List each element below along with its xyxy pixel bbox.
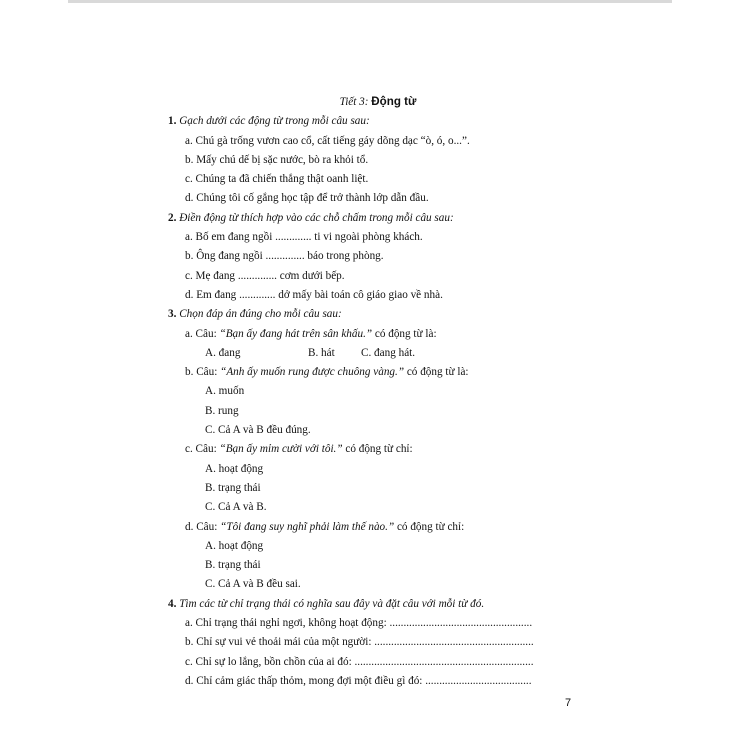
question-prompt: Điền động từ thích hợp vào các chỗ chấm trong mỗi câu sau:	[179, 211, 454, 224]
q3d-lead: d. Câu:	[185, 520, 221, 533]
question-3	[168, 305, 588, 324]
q4-item-d: d. Chỉ cảm giác thấp thỏm, mong đợi một điều gì đó: ......................................	[185, 674, 532, 687]
q3d-option-a: A. hoạt động	[205, 539, 264, 552]
q4-item-c: c. Chỉ sự lo lắng, bồn chồn của ai đó: ................................................................	[185, 655, 534, 668]
q3a-quote: “Bạn ấy đang hát trên sân khấu.”	[219, 327, 373, 340]
q3a-option-a: A. đang	[205, 346, 241, 359]
question-number: 4.	[168, 597, 177, 610]
q3b-quote: “Anh ấy muốn rung được chuông vàng.”	[220, 366, 405, 379]
worksheet	[168, 92, 588, 691]
q3a-option-b: B. hát	[308, 346, 335, 359]
q3a-options	[168, 344, 588, 363]
title-prefix: Tiết 3:	[339, 96, 369, 108]
question-1	[168, 112, 588, 131]
q3c-stem	[168, 440, 588, 459]
question-prompt: Gạch dưới các động từ trong mỗi câu sau:	[179, 115, 370, 128]
q2-item-a: a. Bố em đang ngồi ............. ti vi ngoài phòng khách.	[185, 231, 423, 244]
top-rule	[68, 0, 672, 3]
question-number: 3.	[168, 308, 177, 321]
q3d-quote: “Tôi đang suy nghĩ phải làm thế nào.”	[220, 520, 395, 533]
q1-item-a: a. Chú gà trống vươn cao cổ, cất tiếng gáy dõng dạc “ò, ó, o...”.	[185, 134, 470, 147]
q3d-stem	[168, 518, 588, 537]
q2-item-b: b. Ông đang ngồi .............. báo trong phòng.	[185, 250, 384, 263]
page-number: 7	[565, 697, 572, 709]
q3d-tail: có động từ chỉ:	[394, 520, 465, 533]
q3c-lead: c. Câu:	[185, 443, 220, 456]
question-prompt: Chọn đáp án đúng cho mỗi câu sau:	[179, 308, 342, 321]
q3c-option-a: A. hoạt động	[205, 462, 264, 475]
q3a-option-c: C. đang hát.	[361, 346, 416, 359]
q3b-option-b: B. rung	[205, 404, 239, 417]
q4-item-a: a. Chỉ trạng thái nghỉ ngơi, không hoạt động: ...................................................	[185, 617, 533, 630]
q3b-option-a: A. muốn	[205, 385, 245, 398]
page-title	[168, 92, 588, 112]
q3d-option-b: B. trạng thái	[205, 559, 261, 572]
q3b-tail: có động từ là:	[404, 366, 469, 379]
q3c-quote: “Bạn ấy mỉm cười với tôi.”	[219, 443, 343, 456]
question-number: 1.	[168, 115, 177, 128]
q3a-stem	[168, 325, 588, 344]
q3d-option-c: C. Cả A và B đều sai.	[205, 578, 301, 591]
q3c-option-b: B. trạng thái	[205, 481, 261, 494]
title-main: Động từ	[371, 95, 417, 108]
q2-item-d: d. Em đang ............. dở mấy bài toán cô giáo giao về nhà.	[185, 288, 443, 301]
question-prompt: Tìm các từ chỉ trạng thái có nghĩa sau đây và đặt câu với mỗi từ đó.	[179, 597, 485, 610]
q3b-stem	[168, 363, 588, 382]
question-number: 2.	[168, 211, 177, 224]
q3c-option-c: C. Cả A và B.	[205, 501, 267, 514]
q2-item-c: c. Mẹ đang .............. cơm dưới bếp.	[185, 269, 345, 282]
q3c-tail: có động từ chỉ:	[342, 443, 413, 456]
question-4	[168, 595, 588, 614]
q1-item-d: d. Chúng tôi cố gắng học tập để trở thành lớp dẫn đầu.	[185, 192, 429, 205]
q3b-option-c: C. Cả A và B đều đúng.	[205, 424, 311, 437]
q1-item-c: c. Chúng ta đã chiến thắng thật oanh liệt.	[185, 173, 369, 186]
q3a-lead: a. Câu:	[185, 327, 220, 340]
q4-item-b: b. Chỉ sự vui vẻ thoải mái của một người: .........................................................	[185, 636, 534, 649]
q1-item-b: b. Mấy chú dế bị sặc nước, bò ra khỏi tổ.	[185, 153, 369, 166]
question-2	[168, 209, 588, 228]
q3a-tail: có động từ là:	[372, 327, 437, 340]
q3b-lead: b. Câu:	[185, 366, 221, 379]
